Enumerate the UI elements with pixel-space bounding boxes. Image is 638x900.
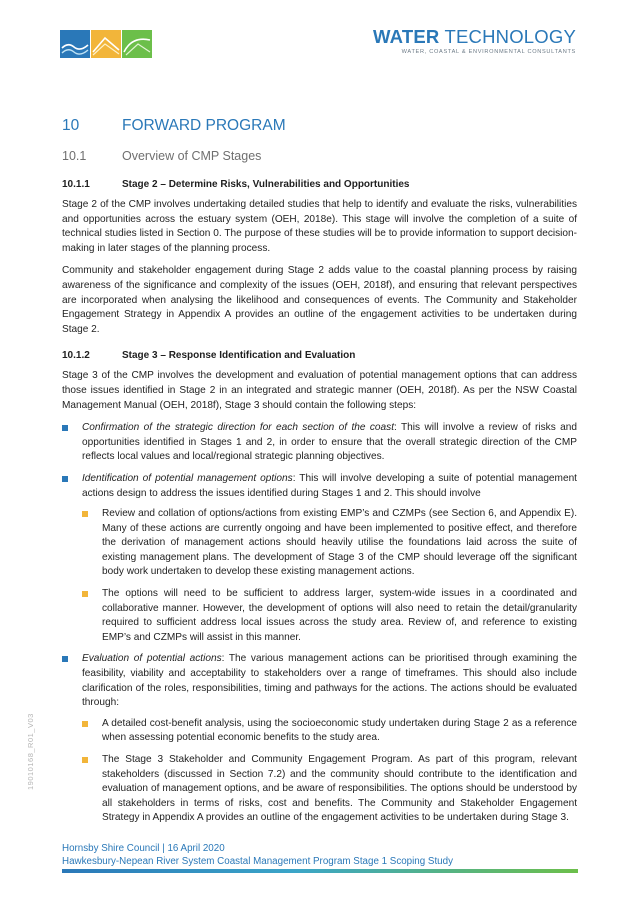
sub-list-item [82,587,577,645]
list-item-lead: Confirmation of the strategic direction for each section of the coast [82,422,395,434]
list-item-rest: : This will involve a review of risks and opportunities identified in Stages 1 and 2, in order to ensure that the overall strategic direction of the CMP reflects local values and local/regional strategic planning objectives. [82,422,577,463]
heading-stage-2 [62,179,577,190]
square-bullet-icon [62,656,68,662]
subsection-title: Overview of CMP Stages [122,149,262,163]
brand-name-bold: WATER [373,26,440,47]
square-bullet-icon [82,511,88,517]
steps-list [62,421,577,826]
page-footer [62,843,453,868]
subsection-number: 10.1 [62,149,87,163]
section-number: 10 [62,117,80,134]
section-title: FORWARD PROGRAM [122,117,286,134]
sub-list-item-text: The options will need to be sufficient to address larger, system-wide issues in a coordinated and collaborative manner. However, the development of options will also need to retain the detail/granularity required to sufficient address local issues across the study area. Review of, and reference to existing EMP’s and CZMPs will assist in this manner. [102,588,577,643]
sub-list-item [82,753,577,826]
heading-number: 10.1.1 [62,179,90,190]
water-technology-logo-mark [60,30,152,63]
subsection-heading [62,149,577,167]
sub-list-item-text: A detailed cost-benefit analysis, using the socioeconomic study undertaken during Stage 2 as a reference when assessing potential economic benefits to the study area. [102,717,577,744]
sub-list-item [82,717,577,746]
sub-list-item-text: Review and collation of options/actions from existing EMP’s and CZMPs (see Section 6, and Appendix E). Many of these actions are currently ongoing and have been implemented to positive effect, and therefore the derivation of management actions should heavily utilise the foundations laid across the suite of existing management plans. The development of Stage 3 of the CMP should leverage off the significant body work undertaken to develop these existing management actions. [102,508,577,578]
heading-title: Stage 2 – Determine Risks, Vulnerabilities and Opportunities [122,179,410,190]
list-item [62,652,577,826]
sub-list [82,717,577,826]
brand-tagline: WATER, COASTAL & ENVIRONMENTAL CONSULTANTS [401,49,576,55]
list-item-text [82,421,577,465]
footer-divider [62,869,578,873]
brand-wordmark [373,26,576,55]
document-body [62,117,577,833]
heading-title: Stage 3 – Response Identification and Evaluation [122,350,356,362]
paragraph: Stage 3 of the CMP involves the development and evaluation of potential management options that can address those issues identified in Stage 2 in an integrated and strategic manner (OEH, 2018f). As per the NSW Coastal Management Manual (OEH, 2018f), Stage 3 should contain the following steps: [62,370,577,411]
square-bullet-icon [62,425,68,431]
heading-number: 10.1.2 [62,350,90,362]
list-item-rest: : The various management actions can be prioritised through examining the feasibility, viability and acceptability to stakeholders over a range of timeframes. This should also include clarification of the roles, responsibilities, timing and pathways for the actions. The actions should be evaluated through: [82,653,577,709]
list-item [62,472,577,646]
paragraph: Community and stakeholder engagement during Stage 2 adds value to the coastal planning process by raising awareness of the significance and complexity of the issues (OEH, 2018f), and ensuring that relevant perspectives are incorporated when analysing the likelihood and consequences of events. The Community and Stakeholder Engagement Strategy in Appendix A provides an outline of the engagement activities to be undertaken during Stage 2. [62,265,577,335]
square-bullet-icon [82,757,88,763]
list-item-lead: Evaluation of potential actions [82,653,222,665]
square-bullet-icon [82,721,88,727]
list-item-rest: : This will involve developing a suite of potential management actions design to address the issues identified during Stages 1 and 2. This should involve [82,472,577,499]
list-item-text [82,652,577,710]
paragraph: Stage 2 of the CMP involves undertaking detailed studies that help to identify and evaluate the risks, vulnerabilities and opportunities across the estuary system (OEH, 2018e). This stage will involve the completion of a suite of technical studies listed in Section 0. The purpose of these studies will be to provide information to support decision-making in later stages of the planning process. [62,199,577,254]
list-item-lead: Identification of potential management options [82,472,293,484]
heading-stage-3 [62,350,577,361]
footer-document-title: Hawkesbury-Nepean River System Coastal Management Program Stage 1 Scoping Study [62,855,453,867]
document-reference-code: 19010168_R01_V03 [26,713,35,790]
square-bullet-icon [62,476,68,482]
brand-name-light: TECHNOLOGY [439,26,576,47]
sub-list-item-text: The Stage 3 Stakeholder and Community Engagement Program. As part of this program, relevant stakeholders (discussed in Section 7.2) and the community should contribute to the identification and evaluation of management options, and be aware of responsibilities. The options should be understood by all stakeholders in terms of risks, cost and benefits. The Community and Stakeholder Engagement Strategy in Appendix A provides an outline of the engagement activities to be undertaken during Stage 3. [102,754,577,824]
section-heading [62,117,577,139]
square-bullet-icon [82,591,88,597]
brand-name [373,26,576,48]
footer-client-date: Hornsby Shire Council | 16 April 2020 [62,843,225,854]
sub-list [82,507,577,645]
list-item-text [82,472,577,501]
sub-list-item [82,507,577,580]
list-item [62,421,577,465]
